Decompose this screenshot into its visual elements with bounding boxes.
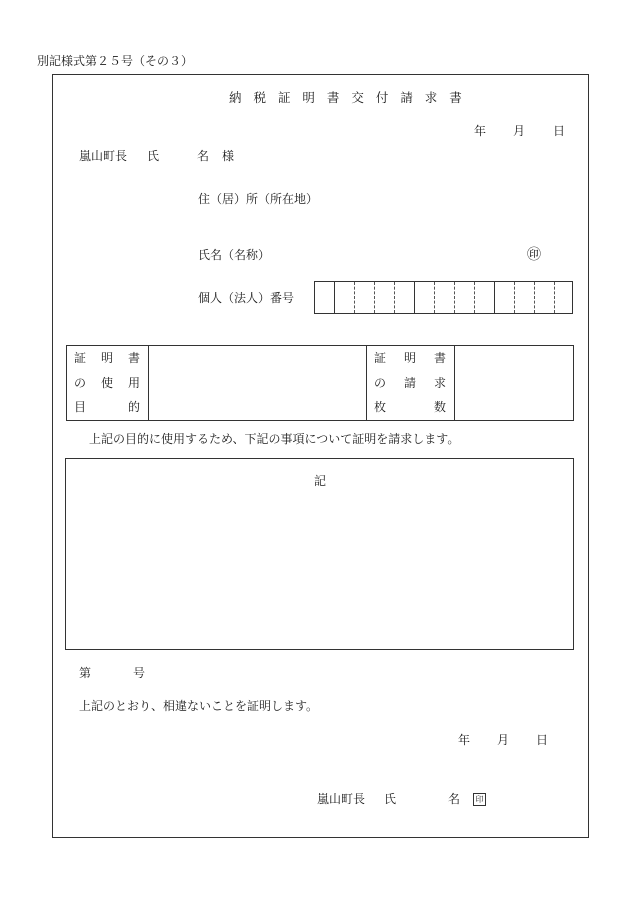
count-char: 請 xyxy=(404,376,417,390)
personal-number-boxes[interactable] xyxy=(314,281,573,314)
count-char: 枚 xyxy=(374,400,387,414)
form-title: 納 税 証 明 書 交 付 請 求 書 xyxy=(229,90,466,105)
cert-dai: 第 xyxy=(79,666,92,680)
purpose-char: 明 xyxy=(101,351,114,365)
cert-seal-icon: 印 xyxy=(473,793,486,806)
cert-month: 月 xyxy=(497,733,510,747)
purpose-char: 証 xyxy=(74,351,87,365)
purpose-char: 使 xyxy=(101,376,114,390)
count-char: 書 xyxy=(434,351,447,365)
count-char: 証 xyxy=(374,351,387,365)
request-text: 上記の目的に使用するため、下記の事項について証明を請求します。 xyxy=(89,432,460,446)
addressee-mei: 名 xyxy=(197,149,210,163)
name-label: 氏名（名称） xyxy=(198,248,271,262)
number-label: 個人（法人）番号 xyxy=(198,291,295,305)
count-char: 求 xyxy=(434,376,447,390)
cert-shi: 氏 xyxy=(384,792,397,806)
form-number: 別記様式第２５号（その３） xyxy=(37,54,194,68)
purpose-input[interactable] xyxy=(149,346,366,420)
date-year: 年 xyxy=(474,124,487,138)
certificate-statement: 上記のとおり、相違ないことを証明します。 xyxy=(79,699,319,713)
cert-office: 嵐山町長 xyxy=(317,792,366,806)
cert-day: 日 xyxy=(536,733,549,747)
count-char: 数 xyxy=(434,400,447,414)
seal-icon: ㊞ xyxy=(527,247,541,263)
addressee-sama: 様 xyxy=(222,149,235,163)
purpose-char: 用 xyxy=(128,376,141,390)
purpose-char: 目 xyxy=(74,400,87,414)
addressee-shi: 氏 xyxy=(147,149,160,163)
purpose-char: の xyxy=(74,376,87,390)
count-char: 明 xyxy=(404,351,417,365)
count-char: の xyxy=(374,376,387,390)
date-month: 月 xyxy=(513,124,526,138)
usage-table xyxy=(66,345,574,421)
purpose-char: 書 xyxy=(128,351,141,365)
cert-year: 年 xyxy=(458,733,471,747)
date-day: 日 xyxy=(553,124,566,138)
address-label: 住（居）所（所在地） xyxy=(198,192,319,206)
count-input[interactable] xyxy=(455,346,573,420)
cert-mei: 名 xyxy=(448,792,461,806)
addressee-office: 嵐山町長 xyxy=(79,149,128,163)
purpose-char: 的 xyxy=(128,400,141,414)
ki-label: 記 xyxy=(314,474,327,488)
cert-gou: 号 xyxy=(133,666,146,680)
form-frame xyxy=(52,74,589,838)
